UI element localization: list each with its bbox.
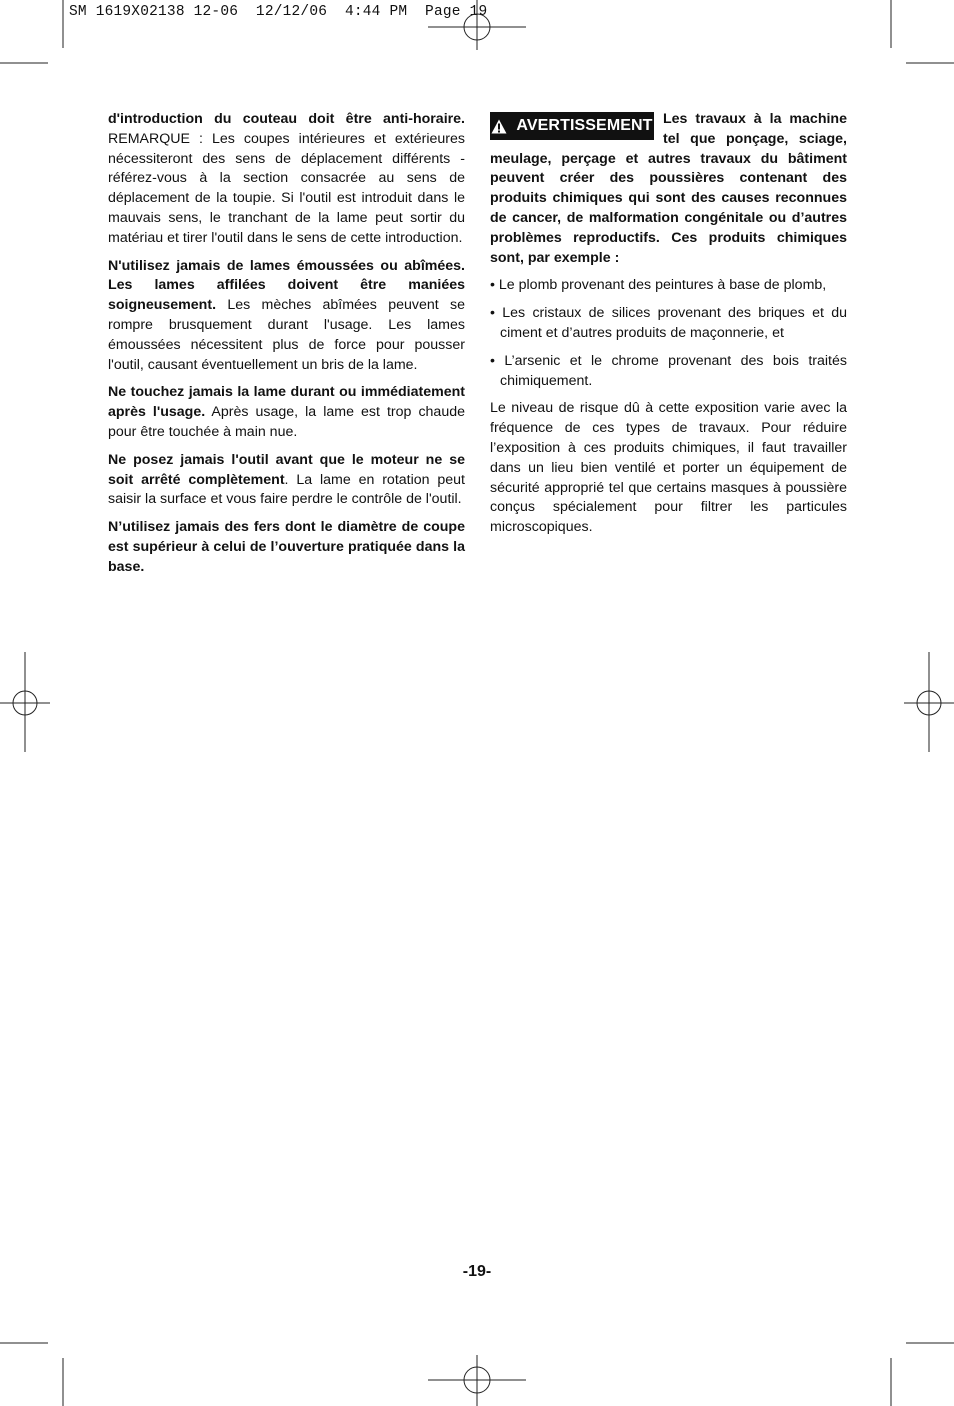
paragraph-insertion-direction — [108, 110, 465, 249]
paragraph-bold-lead: Ne posez jamais l'outil avant que le moteur ne se soit arrêté complètement — [108, 451, 465, 488]
paragraph-body: Après usage, la lame est trop chaude pour être touchée à main nue. — [108, 404, 465, 440]
paragraph-bold-lead: N’utilisez jamais des fers dont le diamètre de coupe est supérieur à celui de l’ouverture pratiquée dans la base. — [108, 519, 465, 575]
print-slug-header: SM 1619X02138 12-06 12/12/06 4:44 PM Page 19 — [69, 4, 488, 20]
warning-label: AVERTISSEMENT — [516, 117, 653, 135]
left-column — [108, 110, 465, 586]
paragraph-touch-blade — [108, 383, 465, 442]
right-column — [490, 110, 847, 546]
paragraph-bold-lead: N'utilisez jamais de lames émoussées ou abîmées. Les lames affilées doivent être maniées soigneusement. — [108, 257, 465, 314]
bullet-item: • L’arsenic et le chrome provenant des bois traités chimiquement. — [490, 352, 847, 389]
paragraph-bold-lead: Ne touchez jamais la lame durant ou immédiatement après l'usage. — [108, 384, 465, 421]
closing-paragraph: Le niveau de risque dû à cette exposition varie avec la fréquence de ces types de travaux. Pour réduire l’exposition à ces produits chimiques, il faut travailler dans un lieu bien ventilé et porter un équipement de sécurité approprié tel que certains masques à poussière conçus spécialement pour filtrer les particules microscopiques. — [490, 400, 847, 536]
warning-triangle-icon — [491, 119, 507, 134]
paragraph-dull-blades — [108, 257, 465, 376]
bullet-item: • Le plomb provenant des peintures à base de plomb, — [490, 277, 827, 294]
paragraph-body: . La lame en rotation peut saisir la surface et vous faire perdre le contrôle de l'outil. — [108, 471, 465, 508]
warning-badge — [490, 112, 654, 140]
warning-paragraph — [490, 110, 847, 268]
paragraph-cutter-diameter — [108, 518, 465, 577]
paragraph-body: Les mèches abîmées peuvent se rompre brusquement durant l'usage. Les lames émoussées nécessitent plus de force pour pousser l'outil, causant éventuellement un bris de la lame. — [108, 297, 465, 373]
paragraph-bold-lead: d'introduction du couteau doit être anti-horaire. — [108, 111, 465, 127]
page-number: -19- — [462, 1263, 492, 1280]
paragraph-body: REMARQUE : Les coupes intérieures et extérieures nécessiteront des sens de déplacement différents - référez-vous à la section consacrée au sens de déplacement de la toupie. Si l'outil est introduit dans le mauvais sens, le tranchant de la lame peut sortir du matériau et tirer l'outil dans le sens de cette introduction. — [108, 130, 465, 246]
bullet-item: • Les cristaux de silices provenant des briques et du ciment et d’autres produits de maçonnerie, et — [490, 305, 847, 341]
warning-text: Les travaux à la machine tel que ponçage, sciage, meulage, perçage et autres travaux du bâtiment peuvent créer des poussières contenant des produits chimiques qui sont des causes reconnues de cancer, de malformation congénitale ou d’autres problèmes reproductifs. Ces produits chimiques sont, par exemple : — [490, 111, 847, 266]
paragraph-set-down-tool — [108, 451, 465, 510]
